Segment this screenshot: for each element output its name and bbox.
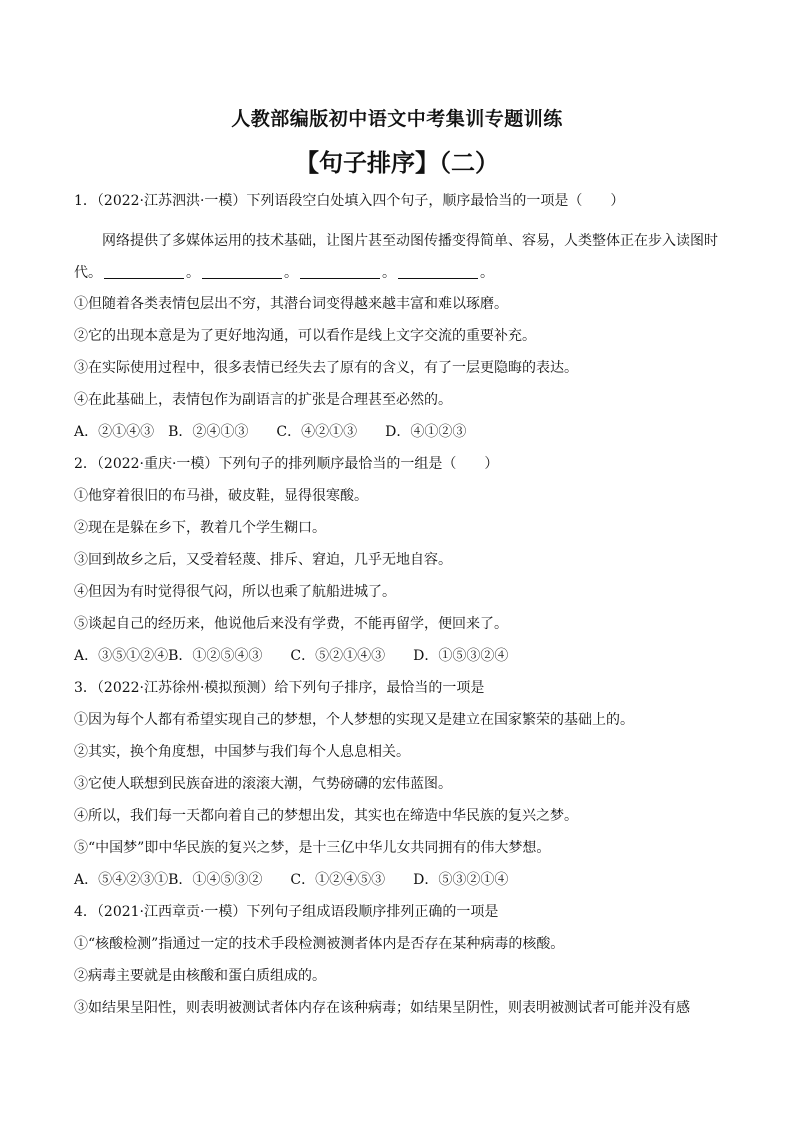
- question-1-sentence-1: ①但随着各类表情包层出不穷，其潜台词变得越来越丰富和难以琢磨。: [74, 296, 508, 312]
- answer-blank-2[interactable]: [202, 264, 282, 279]
- question-1-stem: 1．（2022·江苏泗洪·一模）下列语段空白处填入四个句子，顺序最恰当的一项是（ ）: [74, 193, 625, 209]
- question-2-stem: 2．（2022·重庆·一模）下列句子的排列顺序最恰当的一组是（ ）: [74, 456, 499, 472]
- blank-separator: 。: [284, 265, 298, 281]
- passage-line-2-start: 代。: [74, 265, 102, 281]
- question-2-sentence-5: ⑤谈起自己的经历来，他说他后来没有学费，不能再留学，便回来了。: [74, 616, 508, 632]
- blank-separator: 。: [480, 265, 494, 281]
- question-3-sentence-5: ⑤“中国梦”即中华民族的复兴之梦，是十三亿中华儿女共同拥有的伟大梦想。: [74, 840, 551, 856]
- question-2-sentence-4: ④但因为有时觉得很气闷，所以也乘了航船进城了。: [74, 584, 396, 600]
- question-1-sentence-3: ③在实际使用过程中，很多表情已经失去了原有的含义，有了一层更隐晦的表达。: [74, 360, 578, 376]
- question-3-sentence-1: ①因为每个人都有希望实现自己的梦想，个人梦想的实现又是建立在国家繁荣的基础上的。: [74, 712, 634, 728]
- question-1-options: A．②①④③ B．②④①③ C．④②①③ D．④①②③: [74, 424, 467, 440]
- question-3-sentence-3: ③它使人联想到民族奋进的滚滚大潮，气势磅礴的宏伟蓝图。: [74, 776, 452, 792]
- answer-blank-3[interactable]: [300, 264, 380, 279]
- question-2-options: A．③⑤①②④B．①②⑤④③ C．⑤②①④③ D．①⑤③②④: [74, 648, 509, 664]
- question-3-stem: 3．（2022·江苏徐州·模拟预测）给下列句子排序，最恰当的一项是: [74, 680, 485, 696]
- answer-blank-4[interactable]: [398, 264, 478, 279]
- question-4-sentence-1: ①“核酸检测”指通过一定的技术手段检测被测者体内是否存在某种病毒的核酸。: [74, 936, 565, 952]
- document-subtitle: 【句子排序】（二）: [295, 148, 499, 177]
- question-1-sentence-4: ④在此基础上，表情包作为副语言的扩张是合理甚至必然的。: [74, 392, 452, 408]
- question-3-options: A．⑤④②③①B．①④⑤③② C．①②④⑤③ D．⑤③②①④: [74, 872, 509, 888]
- blank-separator: 。: [186, 265, 200, 281]
- question-1-passage-line-1: 网络提供了多媒体运用的技术基础，让图片甚至动图传播变得简单、容易，人类整体正在步入读图时: [102, 233, 718, 249]
- question-4-stem: 4．（2021·江西章贡·一模）下列句子组成语段顺序排列正确的一项是: [74, 904, 499, 920]
- question-4-sentence-3: ③如结果呈阳性，则表明被测试者体内存在该种病毒；如结果呈阴性，则表明被测试者可能并没有感: [74, 1000, 690, 1016]
- question-3-sentence-4: ④所以，我们每一天都向着自己的梦想出发，其实也在缔造中华民族的复兴之梦。: [74, 808, 578, 824]
- question-1-passage-line-2: [74, 263, 734, 283]
- answer-blank-1[interactable]: [104, 264, 184, 279]
- question-1-sentence-2: ②它的出现本意是为了更好地沟通，可以看作是线上文字交流的重要补充。: [74, 328, 536, 344]
- blank-separator: 。: [382, 265, 396, 281]
- question-4-sentence-2: ②病毒主要就是由核酸和蛋白质组成的。: [74, 968, 326, 984]
- document-title: 人教部编版初中语文中考集训专题训练: [231, 108, 563, 130]
- question-2-sentence-3: ③回到故乡之后，又受着轻蔑、排斥、窘迫，几乎无地自容。: [74, 552, 452, 568]
- question-2-sentence-1: ①他穿着很旧的布马褂，破皮鞋，显得很寒酸。: [74, 488, 368, 504]
- question-3-sentence-2: ②其实，换个角度想，中国梦与我们每个人息息相关。: [74, 744, 410, 760]
- question-2-sentence-2: ②现在是躲在乡下，教着几个学生糊口。: [74, 520, 326, 536]
